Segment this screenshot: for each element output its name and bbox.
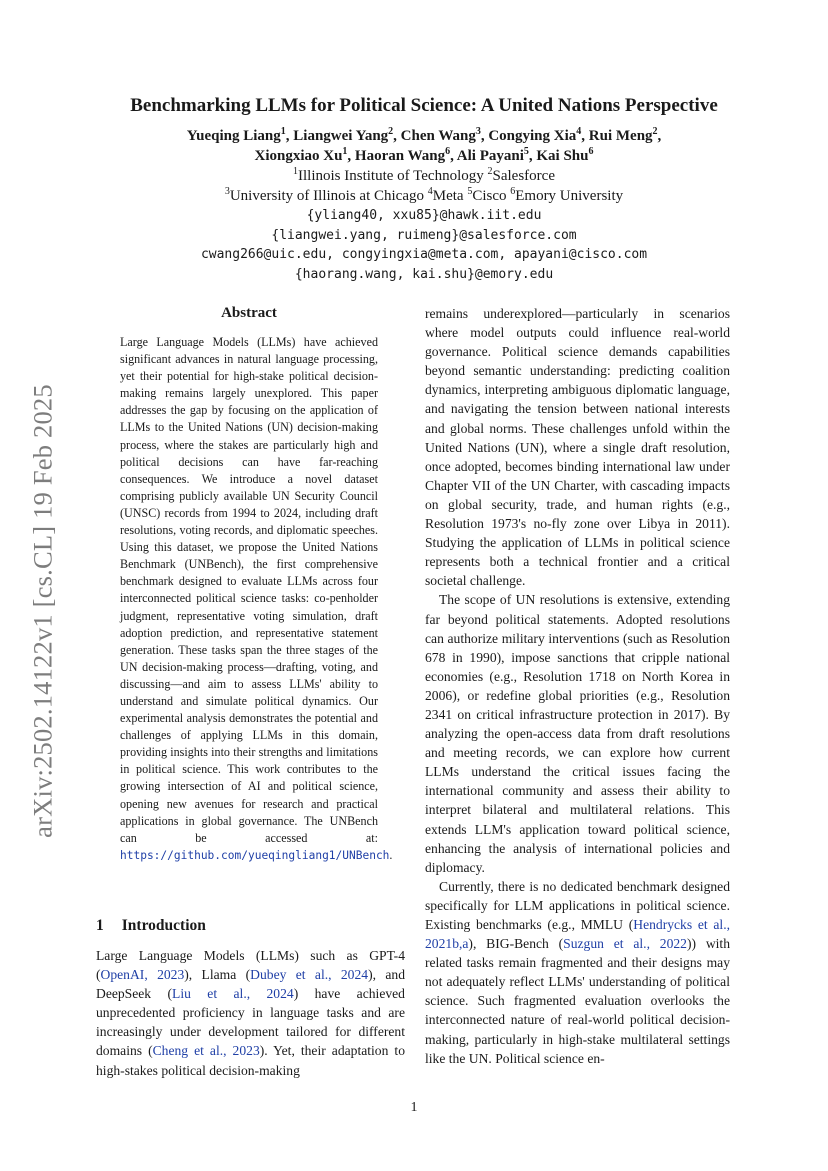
citation-link[interactable]: Dubey et al., 2024 [250, 967, 369, 983]
email-line-2: {liangwei.yang, ruimeng}@salesforce.com [271, 227, 577, 243]
abstract-text: Large Language Models (LLMs) have achieved significant advances in natural language processing, yet their potential for high-stake political decision-making remains largely unexplored. This paper addresses the gap by focusing on the application of LLMs to the United Nations (UN) decision-making process, where the stakes are particularly high and political decisions can have far-reaching consequences. We introduce a novel dataset comprising publicly available UN Security Council (UNSC) records from 1994 to 2024, including draft resolutions, voting records, and diplomatic speeches. Using this dataset, we propose the United Nations Benchmark (UNBench), the first comprehensive benchmark designed to evaluate LLMs across four interconnected political science tasks: co-penholder judgment, representative voting simulation, draft adoption prediction, and representative statement generation. These tasks span the three stages of the UN decision-making process—drafting, voting, and discussing—and aim to assess LLMs' ability to understand and simulate political dynamics. Our experimental analysis demonstrates the potential and challenges of applying LLMs in this domain, providing insights into their strengths and limitations in political science. This work contributes to the growing intersection of AI and political science, opening new avenues for research and practical applications in global governance. The UNBench can be accessed at: [120, 335, 378, 845]
intro-text: ). Yet, their adaptation to high-stakes political decision-making [96, 1043, 405, 1078]
superscript-marker: 3 [475, 126, 481, 137]
email-line-1: {yliang40, xxu85}@hawk.iit.edu [306, 208, 542, 223]
superscript-marker: 2 [487, 166, 493, 177]
affiliation-name: Illinois Institute of Technology [298, 168, 484, 184]
paragraph-scope: The scope of UN resolutions is extensive, extending far beyond political statements. Adopted resolutions can authorize military interventions (such as Resolution 678 in 1990), impose sanctions that cripple national economies (e.g., Resolution 1718 on North Korea in 2006), or redefine global priorities (e.g., Resolution 2341 on critical infrastructure protection in 2017). By analyzing the open-access data from draft resolutions and meeting records, we can explore how current LLMs understand the critical issues facing the international community and assess their ability to interpret bilateral and multilateral relations. This extends LLM's application toward political science, enhancing the analysis of international policies and diplomacy. [425, 592, 730, 875]
paragraph-benchmarks [425, 877, 730, 1068]
citation-link[interactable]: Hendrycks et al., 2021b,a [425, 917, 730, 952]
citation-link[interactable]: Liu et al., 2024 [172, 986, 294, 1002]
affiliation-name: Cisco [472, 188, 507, 204]
intro-left-column [96, 946, 405, 1080]
section-heading-introduction [96, 917, 206, 935]
citation-link[interactable]: OpenAI, 2023 [100, 967, 185, 983]
right-column [425, 304, 730, 1068]
superscript-marker: 2 [652, 126, 658, 137]
page-number: 1 [410, 1100, 418, 1115]
section-title: Introduction [121, 917, 206, 934]
author-name: Yueqing Liang [186, 128, 281, 144]
superscript-marker: 4 [427, 186, 433, 197]
body-text: Currently, there is no dedicated benchmark designed specifically for LLM applications in political science. Existing benchmarks (e.g., MMLU ( [425, 878, 730, 932]
author-name: Xiongxiao Xu [254, 148, 343, 164]
arxiv-side-stamp [22, 367, 64, 854]
intro-text: Large Language Models (LLMs) such as GPT-4 ( [96, 948, 405, 983]
citation-link[interactable]: Suzgun et al., 2022 [563, 936, 687, 952]
superscript-marker: 6 [588, 146, 594, 157]
affiliation-name: University of Illinois at Chicago [229, 188, 424, 204]
superscript-marker: 1 [293, 166, 299, 177]
body-text: )) with related tasks remain fragmented and their designs may not adequately reflect LLMs' understanding of political science. Such fragmented evaluation overlooks the interconnected nature of real-world political decision-making, particularly in high-stake multilateral settings like the UN. Political science en- [425, 936, 730, 1066]
email-line-4: {haorang.wang, kai.shu}@emory.edu [294, 266, 554, 282]
authors-line-2: Xiongxiao Xu$^1$, Haoran Wang$^6$, Ali Payani$^5$, Kai Shu$^6$ [254, 146, 594, 164]
affiliation-name: Salesforce [492, 168, 555, 184]
superscript-marker: 5 [523, 146, 529, 157]
author-name: Haoran Wang [354, 148, 446, 164]
paper-title: Benchmarking LLMs for Political Science: A United Nations Perspective [130, 95, 718, 116]
section-number: 1 [96, 917, 104, 934]
author-name: Ali Payani [456, 148, 524, 164]
superscript-marker: 3 [224, 186, 230, 197]
affiliation-name: Emory University [515, 188, 624, 204]
abstract-end: . [389, 847, 393, 862]
paragraph-continued: remains underexplored—particularly in scenarios where model outputs could influence real-world governance. Political science demands capabilities beyond semantic understanding: predicting coalition dynamics, interpreting ambiguous diplomatic language, and navigating the tension between national interests and global norms. These challenges unfold within the United Nations (UN), where a single draft resolution, once adopted, becomes binding international law under Chapter VII of the UN Charter, with cascading impacts on global security, trade, and human rights (e.g., Resolution 1973's no-fly zone over Libya in 2011). Studying the application of LLMs in political science represents both a technical frontier and a critical societal challenge. [425, 306, 730, 589]
author-name: Rui Meng [588, 128, 653, 144]
abstract-heading: Abstract [221, 305, 277, 321]
author-name: Chen Wang [400, 128, 476, 144]
intro-text: ), and DeepSeek ( [96, 967, 405, 1002]
repository-link[interactable]: https://github.com/yueqingliang1/UNBench [120, 848, 390, 862]
affiliations-line-2 [80, 186, 768, 206]
superscript-marker: 4 [576, 126, 582, 137]
superscript-marker: 2 [388, 126, 394, 137]
superscript-marker: 6 [445, 146, 451, 157]
superscript-marker: 6 [510, 186, 516, 197]
superscript-marker: 1 [342, 146, 348, 157]
superscript-marker: 1 [280, 126, 286, 137]
email-line-3: cwang266@uic.edu, congyingxia@meta.com, apayani@cisco.com [200, 247, 648, 262]
intro-text: ) have achieved unprecedented proficiency in language tasks and are increasingly under development tailored for different domains ( [96, 986, 405, 1059]
affiliation-name: Meta [432, 188, 464, 204]
citation-link[interactable]: Cheng et al., 2023 [152, 1043, 260, 1059]
affiliations-line-1 [80, 166, 768, 186]
arxiv-identifier: arXiv:2502.14122v1 [cs.CL] 19 Feb 2025 [27, 383, 58, 838]
paper-header [80, 94, 768, 284]
authors-line-1: Yueqing Liang$^1$, Liangwei Yang$^2$, Chen Wang$^3$, Congying Xia$^4$, Rui Meng$^2$, [186, 126, 662, 144]
intro-text: ), Llama ( [184, 967, 251, 983]
abstract-body [120, 334, 393, 864]
author-name: Liangwei Yang [293, 128, 389, 144]
body-text: ), BIG-Bench ( [468, 936, 564, 952]
author-name: Kai Shu [536, 148, 589, 164]
superscript-marker: 5 [467, 186, 473, 197]
author-name: Congying Xia [488, 128, 577, 144]
